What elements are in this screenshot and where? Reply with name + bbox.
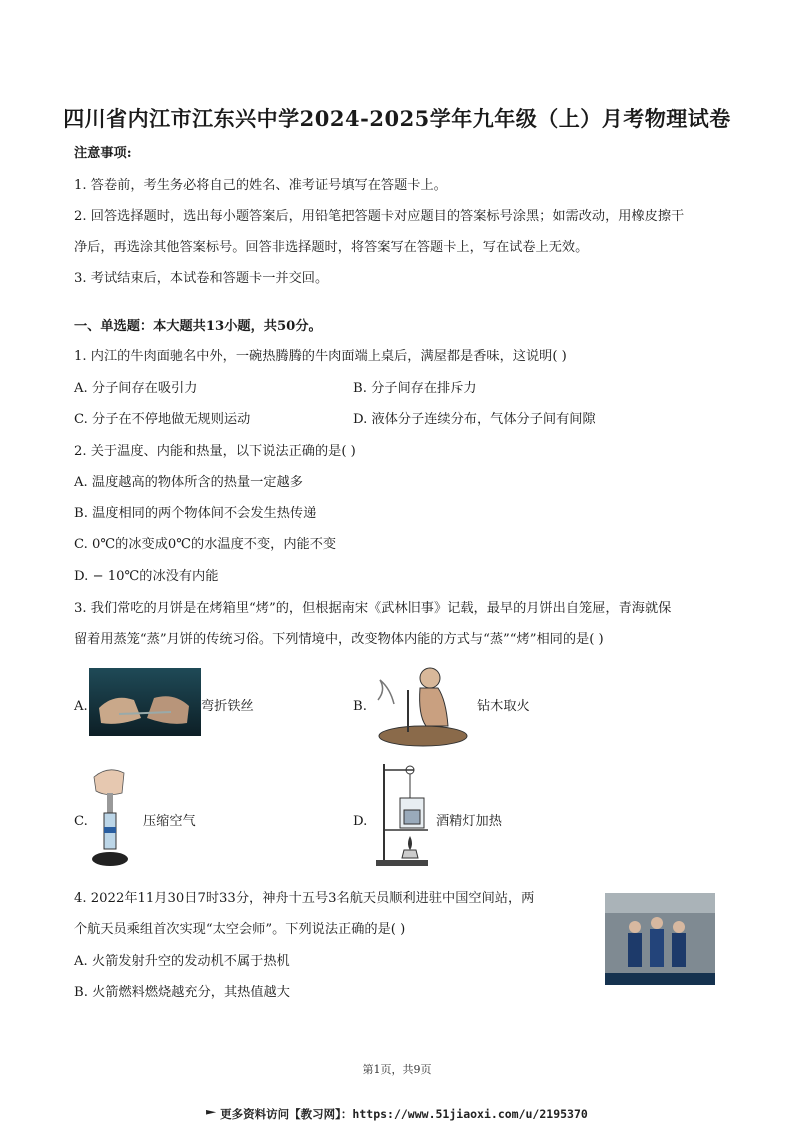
q4-option-b: B. 火箭燃料燃烧越充分，其热值越大 — [74, 985, 290, 1000]
q3-option-b-text: 钻木取火 — [477, 699, 530, 714]
question-4-stem: 个航天员乘组首次实现“太空会师”。下列说法正确的是( ) — [74, 922, 406, 937]
question-3-stem: 留着用蒸笼“蒸”月饼的传统习俗。下列情境中，改变物体内能的方式与“蒸”“烤”相同的是( ) — [74, 632, 604, 647]
notice-item: 3. 考试结束后，本试卷和答题卡一并交回。 — [74, 271, 329, 286]
notice-heading: 注意事项: — [74, 146, 132, 161]
question-4-stem: 4. 2022年11月30日7时33分，神舟十五号3名航天员顺利进驻中国空间站，两 — [74, 891, 535, 906]
notice-item: 1. 答卷前，考生务必将自己的姓名、准考证号填写在答题卡上。 — [74, 178, 447, 193]
question-3-stem: 3. 我们常吃的月饼是在烤箱里“烤”的，但根据南宋《武林旧事》记载，最早的月饼出自笼屉，青海就保 — [74, 601, 672, 616]
section-heading: 一、单选题：本大题共13小题，共50分。 — [74, 319, 322, 334]
q2-option-d: D. − 10℃的冰没有内能 — [74, 569, 219, 584]
q3-option-a-text: 弯折铁丝 — [201, 699, 254, 714]
bending-wire-image — [89, 668, 201, 736]
q3-option-b-letter: B. — [353, 699, 367, 714]
q1-option-a: A. 分子间存在吸引力 — [74, 381, 198, 396]
page-title: 四川省内江市江东兴中学2024-2025学年九年级（上）月考物理试卷 — [63, 106, 731, 131]
q1-option-b: B. 分子间存在排斥力 — [353, 381, 477, 396]
space-station-astronauts-image — [605, 893, 715, 985]
q3-option-c-text: 压缩空气 — [143, 814, 196, 829]
alcohol-lamp-heating-image — [374, 758, 430, 870]
question-2-stem: 2. 关于温度、内能和热量，以下说法正确的是( ) — [74, 444, 356, 459]
q1-option-d: D. 液体分子连续分布，气体分子间有间隙 — [353, 412, 596, 427]
notice-item: 净后，再选涂其他答案标号。回答非选择题时，将答案写在答题卡上，写在试卷上无效。 — [74, 240, 589, 255]
notice-item: 2. 回答选择题时，选出每小题答案后，用铅笔把答题卡对应题目的答案标号涂黑；如需改动，用橡皮擦干 — [74, 209, 685, 224]
question-1-stem: 1. 内江的牛肉面驰名中外，一碗热腾腾的牛肉面端上桌后，满屋都是香味，这说明( ) — [74, 349, 567, 364]
q3-option-a-letter: A. — [74, 699, 88, 714]
q2-option-b: B. 温度相同的两个物体间不会发生热传递 — [74, 506, 317, 521]
resource-banner-text: 更多资料访问【教习网】：https://www.51jiaoxi.com/u/2195370 — [220, 1107, 588, 1121]
resource-banner[interactable] — [0, 1106, 794, 1122]
q3-option-d-letter: D. — [353, 814, 368, 829]
page-footer: 第1页，共9页 — [362, 1063, 432, 1076]
q3-option-c-letter: C. — [74, 814, 88, 829]
q2-option-c: C. 0℃的冰变成0℃的水温度不变，内能不变 — [74, 537, 337, 552]
q2-option-a: A. 温度越高的物体所含的热量一定越多 — [74, 475, 303, 490]
q4-option-a: A. 火箭发射升空的发动机不属于热机 — [74, 954, 290, 969]
compress-air-image — [88, 765, 134, 871]
q1-option-c: C. 分子在不停地做无规则运动 — [74, 412, 251, 427]
flag-icon — [206, 1110, 216, 1119]
drilling-wood-fire-image — [368, 660, 468, 752]
q3-option-d-text: 酒精灯加热 — [436, 814, 502, 829]
